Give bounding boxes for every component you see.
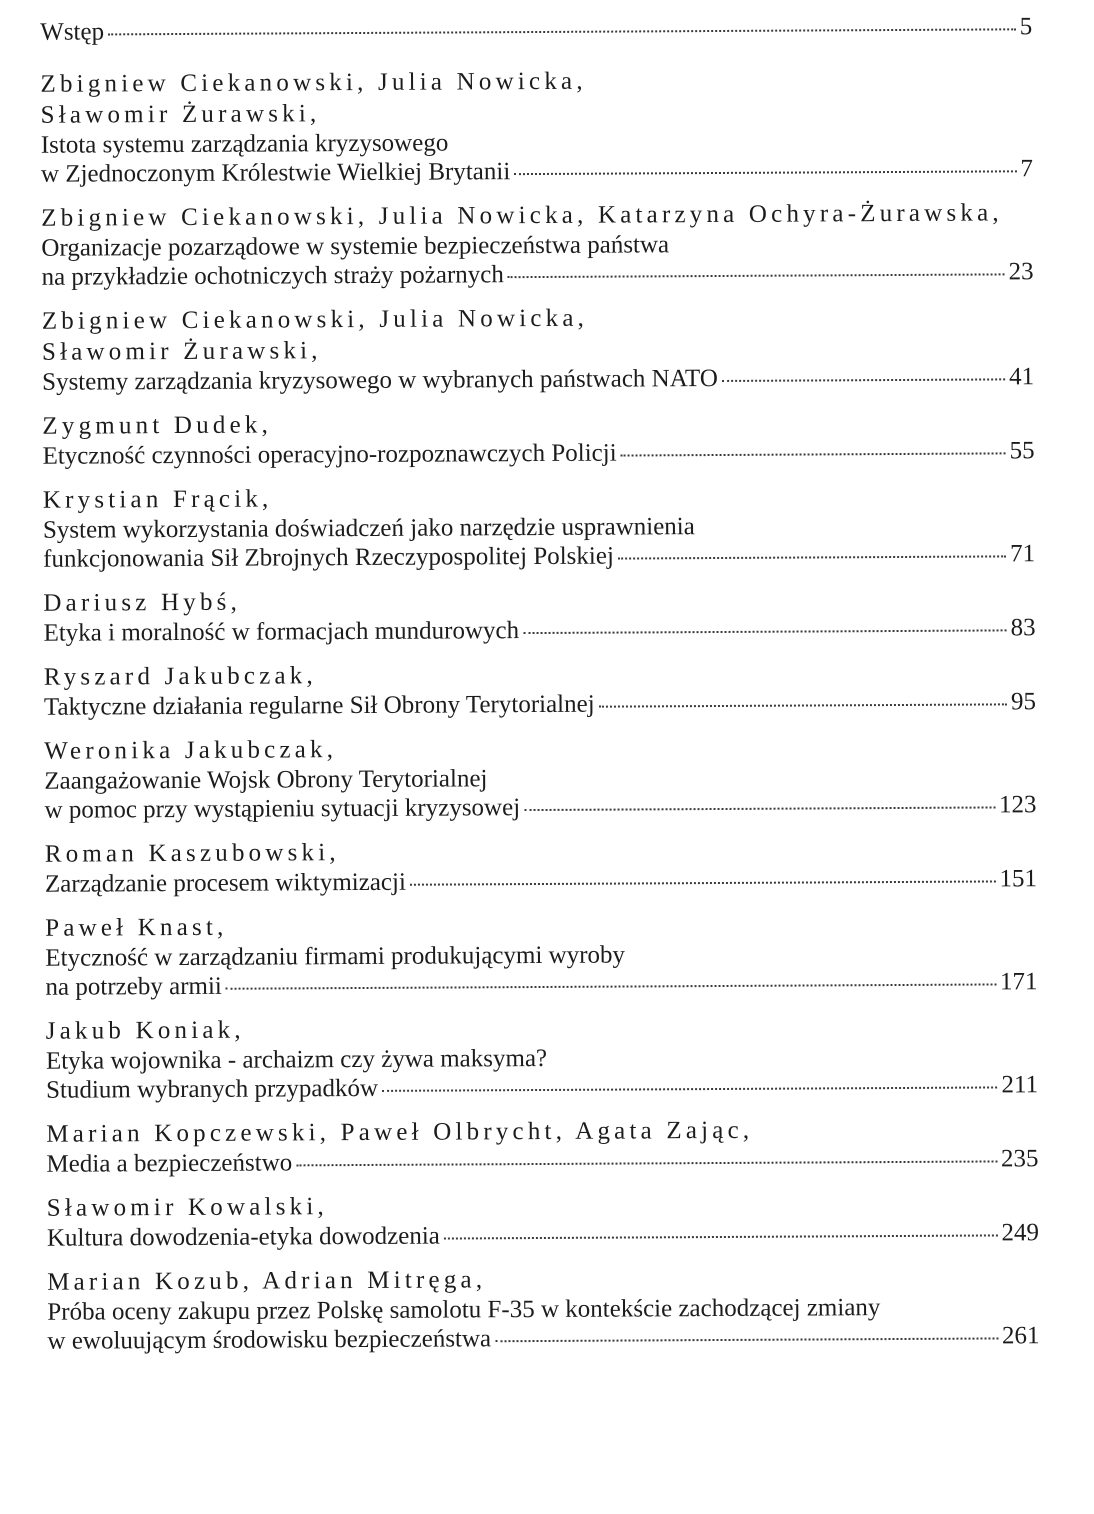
toc-entry-page-number: 211 <box>1001 1071 1039 1099</box>
toc-entry-page-number: 261 <box>1001 1322 1040 1350</box>
toc-entry-title-line: Systemy zarządzania kryzysowego w wybranych państwach NATO <box>42 364 718 396</box>
toc-entry-title-row <box>46 1070 1038 1105</box>
dot-leader <box>618 555 1006 559</box>
dot-leader <box>621 452 1006 456</box>
toc-entry-title-line: Próba oceny zakupu przez Polskę samolotu F-35 w kontekście zachodzącej zmiany <box>47 1294 881 1326</box>
dot-leader <box>722 378 1005 382</box>
toc-entry-page-number: 171 <box>999 968 1038 996</box>
toc-entry-title-line: Zarządzanie procesem wiktymizacji <box>44 868 406 898</box>
toc-entry <box>44 656 1036 722</box>
toc-entry <box>43 582 1035 648</box>
toc-entry-page-number: 151 <box>999 865 1037 893</box>
toc-entry-authors: Zygmunt Dudek, <box>42 411 273 440</box>
dot-leader <box>523 629 1006 634</box>
toc-entry-authors: Zbigniew Ciekanowski, Julia Nowicka, <box>40 67 587 98</box>
toc-entry <box>44 730 1036 825</box>
dot-leader <box>524 806 995 811</box>
dot-leader <box>296 1160 997 1166</box>
dot-leader <box>410 880 996 885</box>
toc-entry-title-row <box>42 362 1034 397</box>
toc-entry-page-number: 7 <box>1020 155 1034 183</box>
toc-entry-title-line: Organizacje pozarządowe w systemie bezpieczeństwa państwa <box>41 231 670 262</box>
toc-entry-title-line: Etyka i moralność w formacjach mundurowych <box>43 617 520 647</box>
toc-entry-page-number: 83 <box>1010 614 1036 642</box>
toc-entry-authors: Marian Kopczewski, Paweł Olbrycht, Agata Zając, <box>46 1116 754 1148</box>
toc-entry-authors: Zbigniew Ciekanowski, Julia Nowicka, Katarzyna Ochyra-Żurawska, <box>41 199 1003 232</box>
dot-leader <box>495 1337 998 1342</box>
toc-entry-title-line: Media a bezpieczeństwo <box>46 1149 293 1178</box>
dot-leader <box>599 703 1007 707</box>
toc-entry-page-number: 23 <box>1008 258 1034 286</box>
toc-entry <box>45 833 1037 899</box>
toc-entry <box>42 300 1034 397</box>
toc-entry-title-line: Taktyczne działania regularne Sił Obrony Terytorialnej <box>43 690 595 721</box>
toc-entry <box>43 479 1035 574</box>
dot-leader <box>514 170 1016 175</box>
toc-entry-authors: Sławomir Żurawski, <box>40 100 321 129</box>
toc-entry-authors: Krystian Frącik, <box>42 485 273 514</box>
toc-entry-authors: Ryszard Jakubczak, <box>43 662 317 691</box>
toc-entry-title-line: Kultura dowodzenia-etyka dowodzenia <box>46 1222 440 1252</box>
toc-entry <box>40 63 1033 189</box>
toc-entries <box>40 63 1039 1356</box>
toc-entry-title-row <box>44 790 1036 825</box>
toc-entry-page-number: 5 <box>1019 13 1033 41</box>
toc-entry-title-row <box>45 967 1037 1002</box>
toc-entry-title-line: funkcjonowania Sił Zbrojnych Rzeczypospolitej Polskiej <box>43 542 614 573</box>
toc-entry-title-row <box>43 539 1035 574</box>
toc-entry-title-row <box>46 1144 1038 1179</box>
toc-entry-title-row <box>42 436 1034 471</box>
toc-entry-page-number: 235 <box>1000 1145 1039 1173</box>
toc-entry <box>46 1010 1038 1105</box>
toc-entry-title-row <box>45 864 1037 899</box>
toc-entry-title-line: na przykładzie ochotniczych straży pożarnych <box>41 261 504 291</box>
toc-entry-authors: Roman Kaszubowski, <box>44 839 340 868</box>
toc-entry-title-line: Zaangażowanie Wojsk Obrony Terytorialnej <box>44 765 488 795</box>
toc-entry-authors: Zbigniew Ciekanowski, Julia Nowicka, <box>41 304 589 335</box>
toc-entry-title-row <box>47 1321 1039 1356</box>
toc-entry-authors: Paweł Knast, <box>45 913 228 942</box>
dot-leader <box>444 1234 998 1239</box>
toc-entry-authors: Dariusz Hybś, <box>43 588 242 617</box>
toc-entry-authors: Jakub Koniak, <box>45 1016 245 1045</box>
toc-entry <box>41 197 1033 292</box>
toc-entry-title-line: Studium wybranych przypadków <box>46 1074 379 1104</box>
dot-leader <box>382 1086 998 1091</box>
toc-entry-page-number: 123 <box>998 791 1037 819</box>
dot-leader <box>226 983 996 989</box>
toc-entry <box>45 907 1037 1002</box>
toc-entry-title-line: w ewoluującym środowisku bezpieczeństwa <box>47 1325 492 1355</box>
toc-entry <box>42 405 1034 471</box>
toc-entry-title-row <box>44 687 1036 722</box>
toc-entry <box>46 1113 1038 1179</box>
toc-entry-title-row <box>41 257 1033 292</box>
toc-entry-title-line: w pomoc przy wystąpieniu sytuacji kryzysowej <box>44 794 521 824</box>
toc-entry-title-row <box>41 154 1033 189</box>
toc-entry-page-number: 249 <box>1001 1219 1039 1247</box>
toc-entry <box>47 1187 1039 1253</box>
toc-entry-authors: Sławomir Żurawski, <box>41 337 322 366</box>
toc-entry-intro <box>40 12 1032 47</box>
toc-entry-title-line: Etyczność czynności operacyjno-rozpoznawczych Policji <box>42 439 617 470</box>
toc-entry-title-row <box>47 1218 1039 1253</box>
toc-entry-authors: Sławomir Kowalski, <box>46 1193 328 1222</box>
toc-entry-page-number: 55 <box>1009 437 1035 465</box>
toc-entry-title-line: Etyka wojownika - archaizm czy żywa maksyma? <box>45 1044 548 1075</box>
toc-entry-title: Wstęp <box>40 18 105 46</box>
toc-entry <box>47 1261 1039 1356</box>
toc-entry-title-line: Istota systemu zarządzania kryzysowego <box>40 129 449 159</box>
toc-entry-title-line: System wykorzystania doświadczeń jako narzędzie usprawnienia <box>42 513 695 544</box>
toc-entry-page-number: 41 <box>1009 363 1035 391</box>
dot-leader <box>508 273 1005 278</box>
toc-entry-title-line: Etyczność w zarządzaniu firmami produkującymi wyroby <box>45 941 626 972</box>
toc-entry-title-row <box>40 12 1032 47</box>
dot-leader <box>108 28 1016 35</box>
toc-entry-authors: Marian Kozub, Adrian Mitręga, <box>47 1266 487 1296</box>
toc-entry-title-line: na potrzeby armii <box>45 972 222 1001</box>
toc-entry-title-row <box>43 613 1035 648</box>
toc-entry-page-number: 95 <box>1010 688 1037 716</box>
toc-entry-authors: Weronika Jakubczak, <box>44 736 338 765</box>
toc-entry-page-number: 71 <box>1010 540 1036 568</box>
toc-entry-title-line: w Zjednoczonym Królestwie Wielkiej Brytanii <box>40 158 511 188</box>
